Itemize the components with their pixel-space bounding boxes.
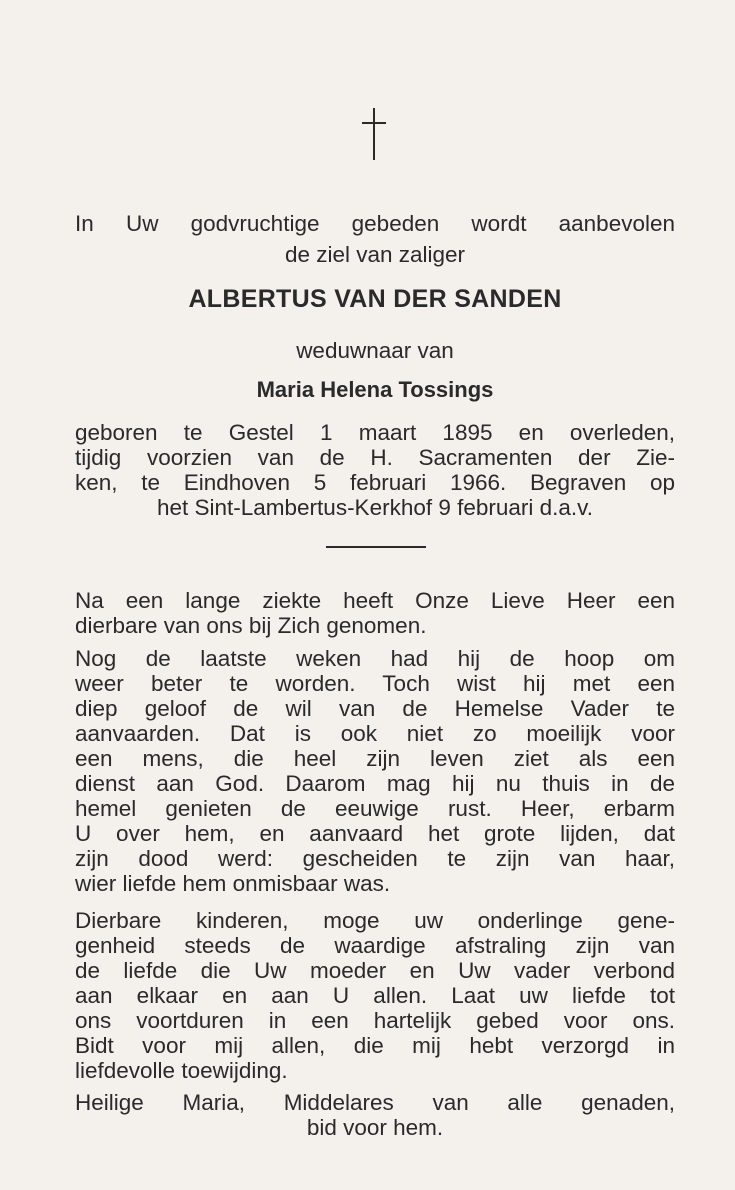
paragraph2-line-5: een mens, die heel zijn leven ziet als een — [75, 746, 675, 771]
deceased-name: ALBERTUS VAN DER SANDEN — [188, 285, 562, 313]
spouse-name: Maria Helena Tossings — [256, 377, 494, 402]
paragraph2-line-6: dienst aan God. Daarom mag hij nu thuis in de — [75, 771, 675, 796]
paragraph1-line-2: dierbare van ons bij Zich genomen. — [75, 613, 427, 638]
paragraph2-line-3: diep geloof de wil van de Hemelse Vader te — [75, 696, 675, 721]
cross-icon — [362, 108, 386, 160]
paragraph3-line-7: liefdevolle toewijding. — [75, 1058, 288, 1083]
prayer-line-1: Heilige Maria, Middelares van alle genaden, — [75, 1090, 675, 1115]
biography-line-1: geboren te Gestel 1 maart 1895 en overleden, — [75, 420, 675, 445]
paragraph1-line-1: Na een lange ziekte heeft Onze Lieve Heer een — [75, 588, 675, 613]
intro-line-2: de ziel van zaliger — [284, 242, 466, 267]
paragraph2-line-1: Nog de laatste weken had hij de hoop om — [75, 646, 675, 671]
paragraph3-line-2: genheid steeds de waardige afstraling zijn van — [75, 933, 675, 958]
paragraph2-line-4: aanvaarden. Dat is ook niet zo moeilijk voor — [75, 721, 675, 746]
paragraph2-line-10: wier liefde hem onmisbaar was. — [75, 871, 391, 896]
paragraph2-line-7: hemel genieten de eeuwige rust. Heer, erbarm — [75, 796, 675, 821]
divider — [326, 546, 426, 548]
paragraph3-line-1: Dierbare kinderen, moge uw onderlinge gene- — [75, 908, 675, 933]
paragraph3-line-5: ons voortduren in een hartelijk gebed voor ons. — [75, 1008, 675, 1033]
paragraph2-line-2: weer beter te worden. Toch wist hij met een — [75, 671, 675, 696]
biography-line-2: tijdig voorzien van de H. Sacramenten der Zie- — [75, 445, 675, 470]
relation-text: weduwnaar van — [296, 338, 454, 363]
biography-line-4: het Sint-Lambertus-Kerkhof 9 februari d.a.v. — [156, 495, 594, 520]
intro-line-1: In Uw godvruchtige gebeden wordt aanbevolen — [75, 211, 675, 236]
paragraph3-line-6: Bidt voor mij allen, die mij hebt verzorgd in — [75, 1033, 675, 1058]
paragraph3-line-4: aan elkaar en aan U allen. Laat uw liefde tot — [75, 983, 675, 1008]
prayer-line-2: bid voor hem. — [306, 1115, 444, 1140]
paragraph3-line-3: de liefde die Uw moeder en Uw vader verbond — [75, 958, 675, 983]
biography-line-3: ken, te Eindhoven 5 februari 1966. Begraven op — [75, 470, 675, 495]
paragraph2-line-9: zijn dood werd: gescheiden te zijn van haar, — [75, 846, 675, 871]
paragraph2-line-8: U over hem, en aanvaard het grote lijden, dat — [75, 821, 675, 846]
